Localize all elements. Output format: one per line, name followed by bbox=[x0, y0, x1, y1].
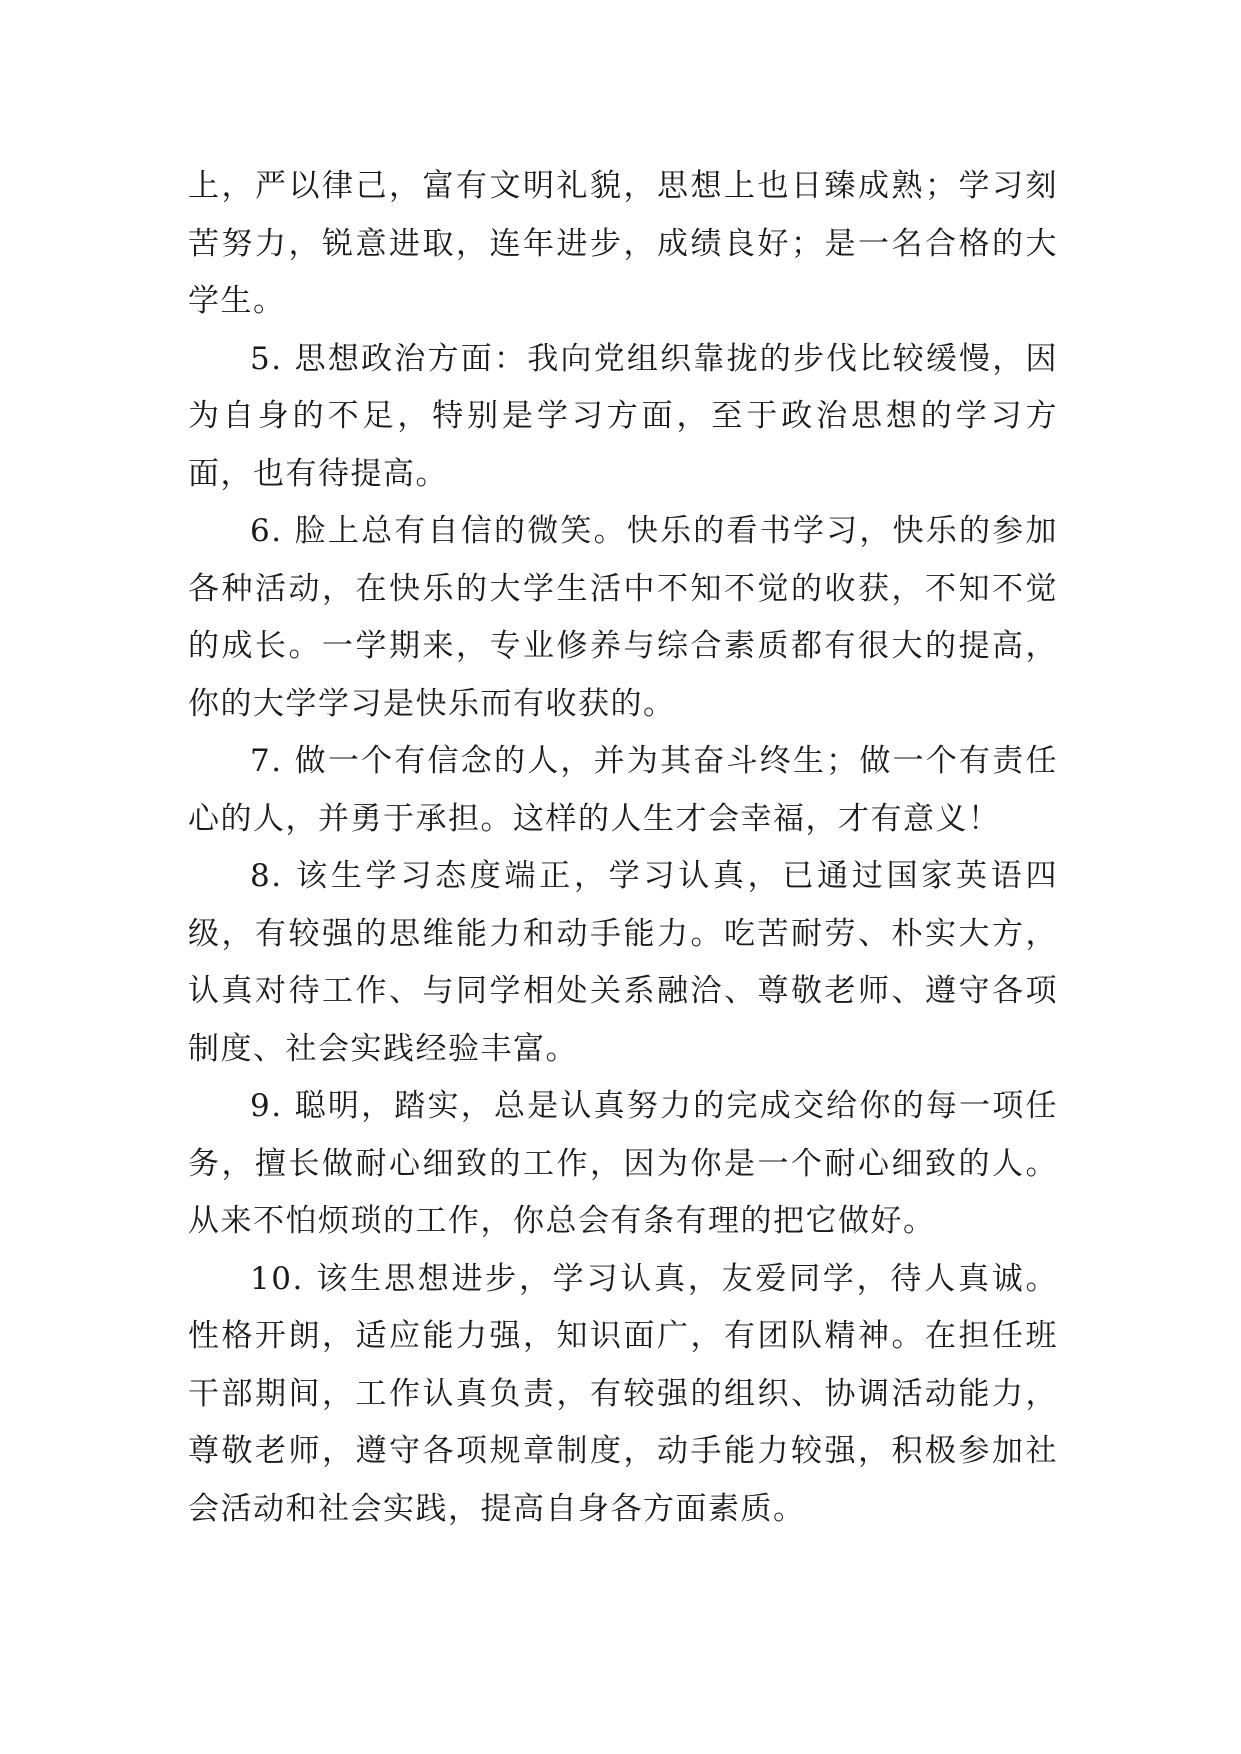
document-body bbox=[188, 158, 1058, 1538]
paragraph-item-7: 7. 做一个有信念的人，并为其奋斗终生；做一个有责任心的人，并勇于承担。这样的人生才会幸福，才有意义！ bbox=[188, 743, 1058, 837]
paragraph-item-10: 10. 该生思想进步，学习认真，友爱同学，待人真诚。性格开朗，适应能力强，知识面广，有团队精神。在担任班干部期间，工作认真负责，有较强的组织、协调活动能力，尊敬老师，遵守各项规章制度，动手能力较强，积极参加社会活动和社会实践，提高自身各方面素质。 bbox=[188, 1260, 1058, 1527]
paragraph-item-6: 6. 脸上总有自信的微笑。快乐的看书学习，快乐的参加各种活动，在快乐的大学生活中不知不觉的收获，不知不觉的成长。一学期来，专业修养与综合素质都有很大的提高，你的大学学习是快乐而有收获的。 bbox=[188, 513, 1058, 722]
paragraph-item-9: 9. 聪明，踏实，总是认真努力的完成交给你的每一项任务，擅长做耐心细致的工作，因为你是一个耐心细致的人。从来不怕烦琐的工作，你总会有条有理的把它做好。 bbox=[188, 1088, 1058, 1239]
paragraph-item-8: 8. 该生学习态度端正，学习认真，已通过国家英语四级，有较强的思维能力和动手能力。吃苦耐劳、朴实大方，认真对待工作、与同学相处关系融洽、尊敬老师、遵守各项制度、社会实践经验丰富。 bbox=[188, 858, 1058, 1067]
paragraph-item-5: 5. 思想政治方面：我向党组织靠拢的步伐比较缓慢，因为自身的不足，特别是学习方面，至于政治思想的学习方面，也有待提高。 bbox=[188, 340, 1058, 492]
paragraph-continuation: 上，严以律己，富有文明礼貌，思想上也日臻成熟；学习刻苦努力，锐意进取，连年进步，成绩良好；是一名合格的大学生。 bbox=[188, 168, 1058, 319]
